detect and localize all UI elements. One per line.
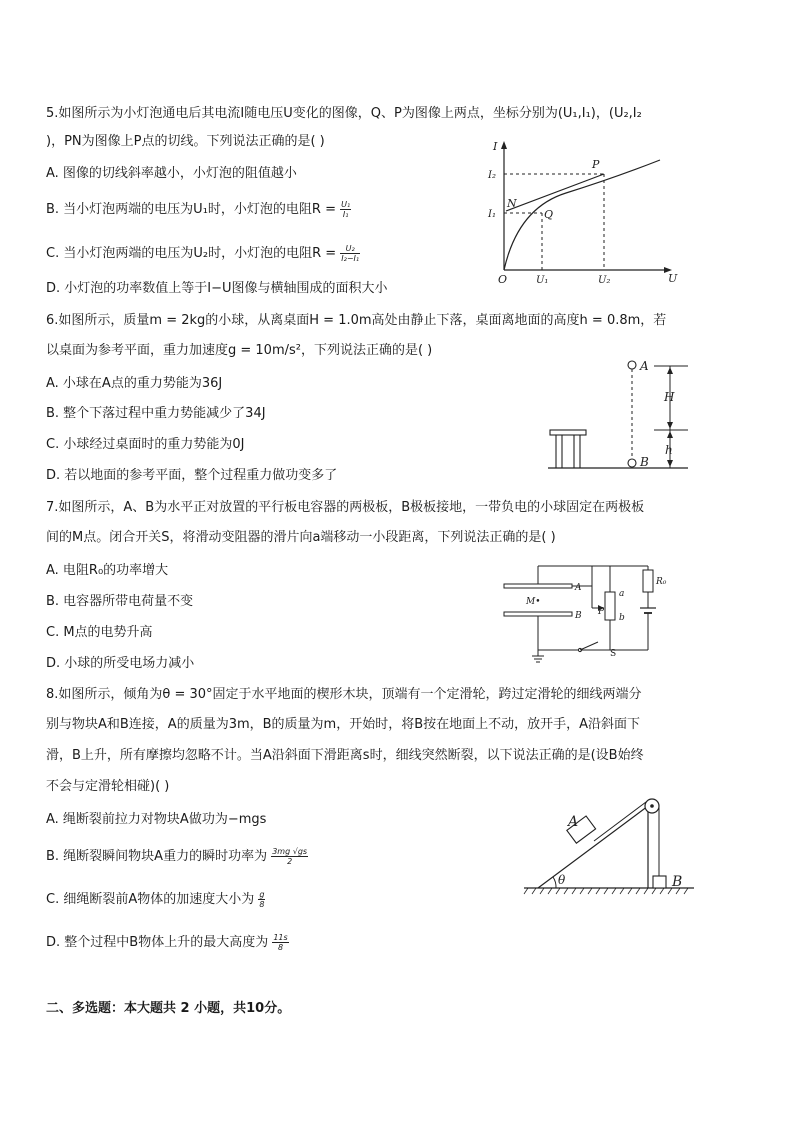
q8-block-a-label: A	[568, 814, 579, 830]
q8-incline-pulley-figure	[520, 790, 700, 900]
q5-origin-label: O	[498, 273, 508, 286]
q7-option-b: B. 电容器所带电荷量不变	[46, 594, 194, 609]
q5-i2-label: I₂	[488, 170, 496, 181]
q6-option-c: C. 小球经过桌面时的重力势能为0J	[46, 437, 245, 452]
q5-option-c: C. 当小灯泡两端的电压为U₂时，小灯泡的电阻R = $\frac{\text{U₂}}{\text{I₂−I₁}}$	[46, 244, 360, 263]
q6-option-a: A. 小球在A点的重力势能为36J	[46, 376, 223, 391]
q5-stem-line2: )，PN为图像上P点的切线。下列说法正确的是( )	[46, 134, 325, 149]
q8-c-fraction: $\frac{g}{8}$	[259, 890, 265, 909]
q5-i1-label: I₁	[488, 209, 496, 220]
q8-block-b-label: B	[672, 874, 683, 890]
q8-theta-label: θ	[558, 873, 566, 887]
q7-end-b-label: b	[619, 613, 625, 623]
q5-u2-label: U₂	[598, 275, 611, 286]
q5-option-a: A. 图像的切线斜率越小，小灯泡的阻值越小	[46, 166, 297, 181]
q7-plate-b-label: B	[575, 611, 582, 621]
q7-circuit-figure	[500, 556, 680, 668]
q7-r0-label: R₀	[656, 577, 667, 587]
q7-slider-p-label: P	[598, 607, 605, 617]
q6-option-b: B. 整个下落过程中重力势能减少了34J	[46, 406, 266, 421]
q5-axis-u-label: U	[668, 272, 678, 285]
q7-plate-a-label: A	[575, 583, 582, 593]
q7-point-m-label: M•	[526, 597, 541, 607]
q6-h-big-label: H	[664, 390, 675, 404]
q5-point-p-label: P	[592, 158, 600, 171]
q7-option-d: D. 小球的所受电场力减小	[46, 656, 195, 671]
q7-switch-s-label: S	[610, 649, 617, 659]
q5-stem-line1: 5.如图所示为小灯泡通电后其电流I随电压U变化的图像，Q、P为图像上两点，坐标分别为(U₁,I₁)，(U₂,I₂	[46, 106, 642, 121]
section-2-heading: 二、多选题：本大题共 2 小题，共10分。	[46, 1001, 291, 1016]
q7-stem-line1: 7.如图所示，A、B为水平正对放置的平行板电容器的两极板，B极板接地，一带负电的小球固定在两极板	[46, 500, 645, 515]
q8-option-d: D. 整个过程中B物体上升的最大高度为 $\frac{11s}{8}$	[46, 933, 288, 952]
q8-option-a: A. 绳断裂前拉力对物块A做功为−mgs	[46, 812, 267, 827]
q6-point-a-label: A	[640, 359, 649, 373]
q5-iu-graph	[480, 138, 690, 286]
q7-stem-line2: 间的M点。闭合开关S，将滑动变阻器的滑片向a端移动一小段距离，下列说法正确的是( )	[46, 530, 556, 545]
q5-u1-label: U₁	[536, 275, 549, 286]
q8-stem-line2: 别与物块A和B连接，A的质量为3m，B的质量为m，开始时，将B按在地面上不动，放开手，A沿斜面下	[46, 717, 641, 732]
q5-option-d: D. 小灯泡的功率数值上等于I−U图像与横轴围成的面积大小	[46, 281, 388, 296]
q6-option-d: D. 若以地面的参考平面，整个过程重力做功变多了	[46, 468, 338, 483]
q8-stem-line1: 8.如图所示，倾角为θ = 30°固定于水平地面的楔形木块，顶端有一个定滑轮，跨过定滑轮的细线两端分	[46, 687, 642, 702]
q8-stem-line4: 不会与定滑轮相碰)( )	[46, 779, 170, 794]
q7-option-a: A. 电阻R₀的功率增大	[46, 563, 169, 578]
q5-point-n-label: N	[507, 197, 517, 210]
q6-stem-line1: 6.如图所示，质量m = 2kg的小球，从离桌面H = 1.0m高处由静止下落，桌面离地面的高度h = 0.8m，若	[46, 313, 667, 328]
q5-option-b: B. 当小灯泡两端的电压为U₁时，小灯泡的电阻R = $\frac{\text{U₁}}{\text{I₁}}$	[46, 200, 351, 219]
q5-c-fraction: $\frac{\text{U₂}}{\text{I₂−I₁}}$	[341, 244, 360, 263]
q5-b-fraction: $\frac{\text{U₁}}{\text{I₁}}$	[341, 200, 351, 219]
q8-option-c: C. 细绳断裂前A物体的加速度大小为 $\frac{g}{8}$	[46, 890, 265, 909]
q5-axis-i-label: I	[493, 140, 498, 153]
q6-h-small-label: h	[665, 443, 673, 457]
q7-option-c: C. M点的电势升高	[46, 625, 153, 640]
q7-end-a-label: a	[619, 589, 625, 599]
q6-ball-drop-figure	[544, 354, 694, 474]
q8-stem-line3: 滑，B上升，所有摩擦均忽略不计。当A沿斜面下滑距离s时，细线突然断裂，以下说法正确的是(设B始终	[46, 748, 644, 763]
q6-stem-line2: 以桌面为参考平面，重力加速度g = 10m/s²，下列说法正确的是( )	[46, 343, 433, 358]
q6-point-b-label: B	[640, 455, 649, 469]
q8-b-fraction: $\frac{3mg √gs}{2}$	[272, 847, 308, 866]
q5-point-q-label: Q	[544, 208, 554, 221]
q8-d-fraction: $\frac{11s}{8}$	[273, 933, 288, 952]
q8-option-b: B. 绳断裂瞬间物块A重力的瞬时功率为 $\frac{3mg √gs}{2}$	[46, 847, 308, 866]
